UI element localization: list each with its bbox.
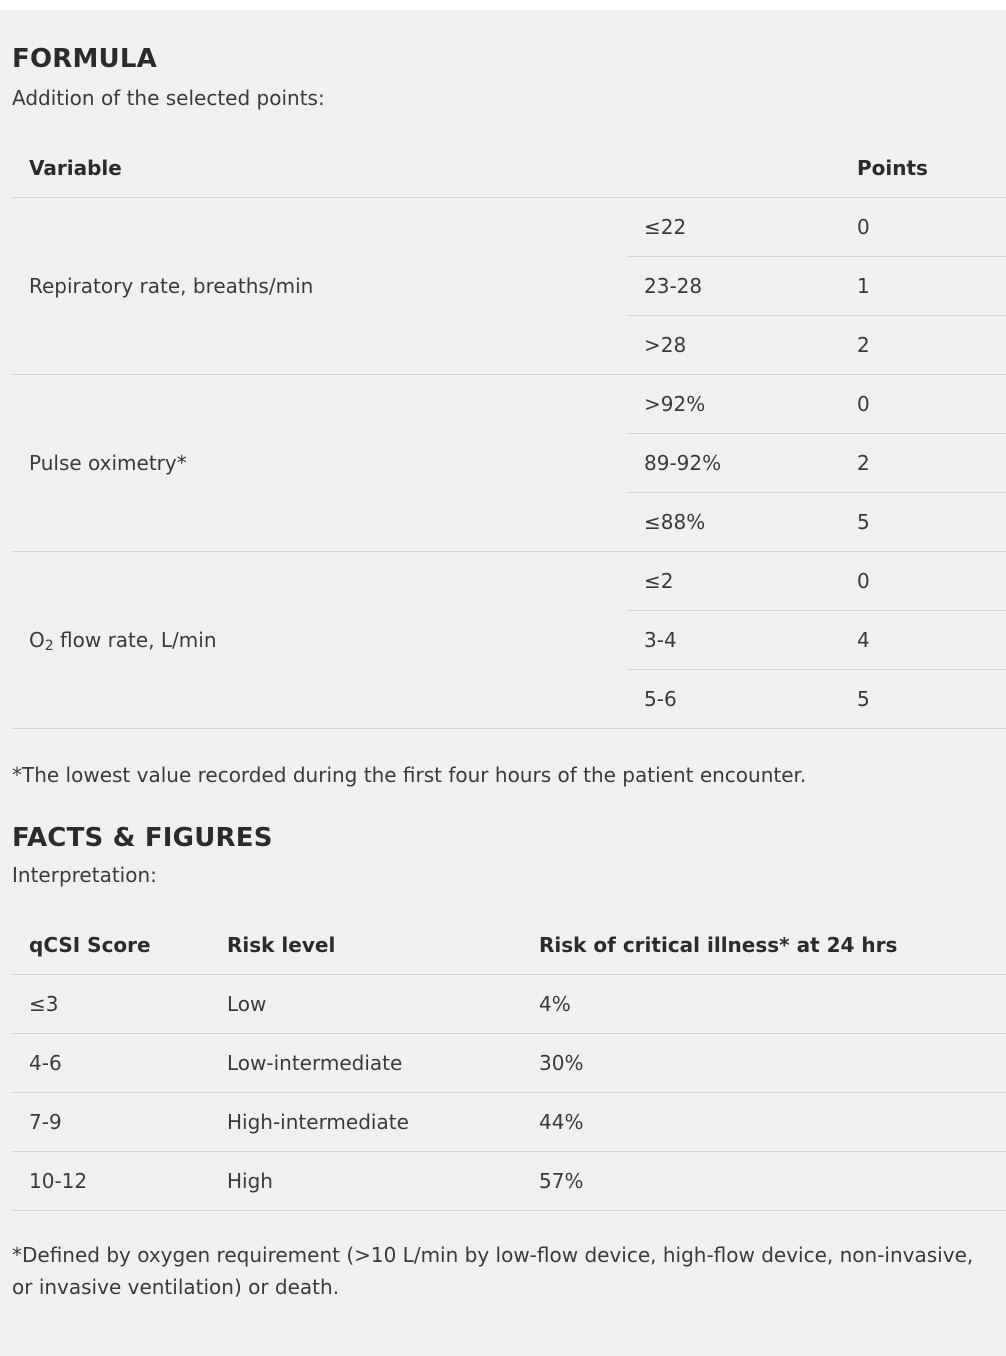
content [0,10,1006,1303]
formula-footnote: *The lowest value recorded during the first four hours of the patient encounter. [12,763,807,787]
score-cell: 4-6 [12,1034,210,1093]
header-criteria [627,138,840,198]
table-row [12,1093,1006,1152]
header-variable: Variable [12,138,627,198]
spacer [12,1211,1006,1239]
risk-level-cell: Low [210,975,522,1034]
points-cell: 0 [840,375,1006,434]
risk-critical-cell: 30% [522,1034,1006,1093]
risk-critical-cell: 4% [522,975,1006,1034]
points-cell: 0 [840,552,1006,611]
top-strip [0,0,1006,10]
facts-heading: FACTS & FIGURES [12,823,273,853]
criteria-cell: ≤88% [627,493,840,552]
risk-level-cell: High [210,1152,522,1211]
table-row [12,198,1006,257]
table-row [12,1152,1006,1211]
spacer [12,791,1006,822]
criteria-cell: 5-6 [627,670,840,729]
criteria-cell: 23-28 [627,257,840,316]
score-cell: 7-9 [12,1093,210,1152]
interpretation-table [12,915,1006,1211]
header-risk-level: Risk level [210,915,522,975]
risk-level-cell: High-intermediate [210,1093,522,1152]
facts-footnote: *Defined by oxygen requirement (>10 L/min by low-flow device, high-flow device, non-invasive, or invasive ventilation) or death. [12,1243,974,1299]
header-score: qCSI Score [12,915,210,975]
risk-level-cell: Low-intermediate [210,1034,522,1093]
points-cell: 2 [840,316,1006,375]
header-points: Points [840,138,1006,198]
risk-critical-cell: 44% [522,1093,1006,1152]
points-cell: 5 [840,670,1006,729]
variable-pulse-oximetry: Pulse oximetry* [12,375,627,552]
variable-o2-flow-rate [12,552,627,729]
criteria-cell: >28 [627,316,840,375]
header-risk-critical: Risk of critical illness* at 24 hrs [522,915,1006,975]
facts-intro: Interpretation: [12,863,157,887]
points-cell: 0 [840,198,1006,257]
spacer [12,888,1006,915]
score-cell: ≤3 [12,975,210,1034]
criteria-cell: >92% [627,375,840,434]
formula-intro: Addition of the selected points: [12,86,325,110]
spacer [12,10,1006,43]
formula-heading: FORMULA [12,44,157,74]
table-row [12,1034,1006,1093]
variable-o2-subscript: 2 [44,638,54,654]
formula-table-header [12,138,1006,198]
formula-table [12,138,1006,729]
risk-critical-cell: 57% [522,1152,1006,1211]
variable-o2-prefix: O [29,628,45,652]
interpretation-table-header [12,915,1006,975]
table-row [12,375,1006,434]
points-cell: 5 [840,493,1006,552]
spacer [12,111,1006,138]
spacer [12,854,1006,862]
variable-respiratory-rate: Repiratory rate, breaths/min [12,198,627,375]
table-row [12,975,1006,1034]
spacer [12,729,1006,759]
criteria-cell: ≤2 [627,552,840,611]
table-row [12,552,1006,611]
points-cell: 1 [840,257,1006,316]
criteria-cell: ≤22 [627,198,840,257]
criteria-cell: 3-4 [627,611,840,670]
points-cell: 4 [840,611,1006,670]
criteria-cell: 89-92% [627,434,840,493]
score-cell: 10-12 [12,1152,210,1211]
points-cell: 2 [840,434,1006,493]
spacer [12,75,1006,85]
variable-o2-suffix: flow rate, L/min [53,628,217,652]
